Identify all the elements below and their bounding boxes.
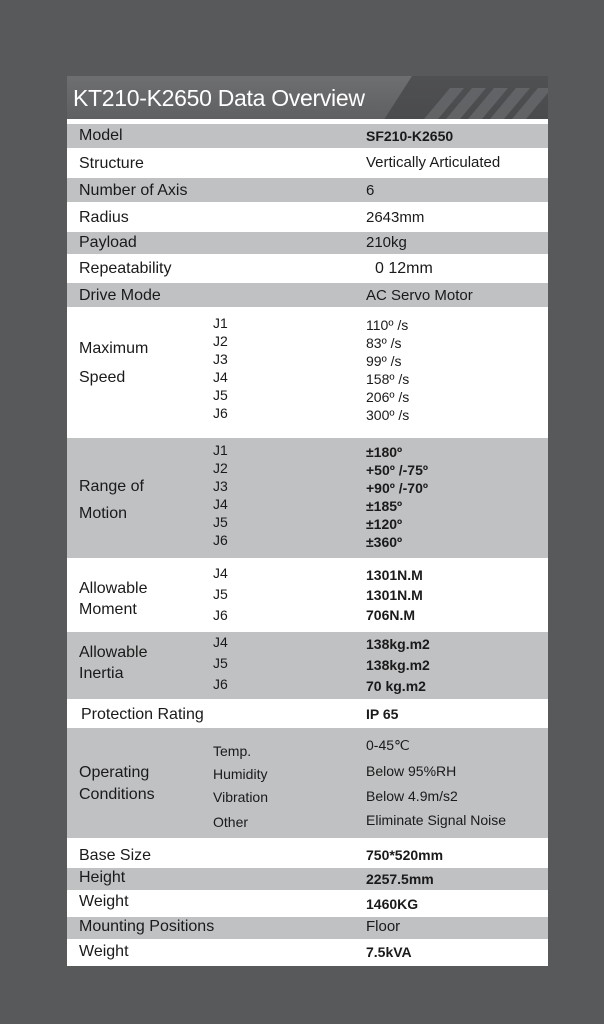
row-value: 1460KG xyxy=(366,896,419,912)
row-value: 2257.5mm xyxy=(366,871,434,887)
row-base-size xyxy=(67,842,548,867)
joint-label: J5 xyxy=(213,387,228,403)
joint-label: J4 xyxy=(213,565,228,581)
joint-value: 83º /s xyxy=(366,335,402,351)
row-label: Radius xyxy=(79,209,129,226)
condition-label: Humidity xyxy=(213,766,268,782)
row-payload xyxy=(67,232,548,254)
joint-label: J6 xyxy=(213,676,228,692)
joint-label: J5 xyxy=(213,586,228,602)
joint-value: ±180º xyxy=(366,444,403,460)
row-label: Operating xyxy=(79,764,150,781)
row-label: Allowable xyxy=(79,580,148,597)
row-label: Allowable xyxy=(79,644,148,661)
joint-label: J4 xyxy=(213,369,228,385)
row-label: Model xyxy=(79,127,123,144)
joint-label: J3 xyxy=(213,351,228,367)
row-axis xyxy=(67,178,548,202)
row-value: 6 xyxy=(366,182,375,199)
condition-label: Other xyxy=(213,814,249,830)
row-weight-kva xyxy=(67,940,548,966)
row-repeatability xyxy=(67,255,548,282)
joint-label: J6 xyxy=(213,405,228,421)
row-range-of-motion xyxy=(67,438,548,558)
row-label: Weight xyxy=(79,943,129,960)
joint-label: J5 xyxy=(213,514,228,530)
row-value: 2643mm xyxy=(366,209,425,226)
row-value: Vertically Articulated xyxy=(366,154,501,171)
row-value: IP 65 xyxy=(366,706,399,722)
row-value: SF210-K2650 xyxy=(366,128,454,144)
joint-value: 99º /s xyxy=(366,353,402,369)
row-value: AC Servo Motor xyxy=(366,287,473,304)
page-title: KT210-K2650 Data Overview xyxy=(73,85,365,111)
row-label: Base Size xyxy=(79,847,152,864)
joint-value: 206º /s xyxy=(366,389,410,405)
row-operating-conditions xyxy=(67,728,548,838)
row-label: Maximum xyxy=(79,340,149,357)
row-model xyxy=(67,124,548,148)
row-label: Speed xyxy=(79,369,126,386)
condition-label: Vibration xyxy=(213,789,269,805)
joint-label: J3 xyxy=(213,478,228,494)
joint-value: 300º /s xyxy=(366,407,410,423)
row-value: 7.5kVA xyxy=(366,944,412,960)
joint-label: J1 xyxy=(213,315,228,331)
joint-label: J1 xyxy=(213,442,228,458)
row-label: Structure xyxy=(79,155,144,172)
joint-value: +90º /-70º xyxy=(366,480,428,496)
joint-label: J6 xyxy=(213,532,228,548)
condition-label: Temp. xyxy=(213,743,252,759)
joint-label: J2 xyxy=(213,333,228,349)
row-label: Motion xyxy=(79,505,128,522)
row-protection-rating xyxy=(67,700,548,727)
row-label: Mounting Positions xyxy=(79,918,215,935)
row-label: Weight xyxy=(79,893,129,910)
joint-value: 706N.M xyxy=(366,607,416,623)
row-maximum-speed xyxy=(67,308,548,437)
row-label: Height xyxy=(79,869,126,886)
row-height xyxy=(67,868,548,890)
joint-value: +50º /-75º xyxy=(366,462,428,478)
row-label: Conditions xyxy=(79,786,155,803)
joint-value: ±120º xyxy=(366,516,403,532)
joint-value: 70 kg.m2 xyxy=(366,678,426,694)
joint-label: J5 xyxy=(213,655,228,671)
joint-label: J2 xyxy=(213,460,228,476)
joint-value: ±360º xyxy=(366,534,403,550)
joint-value: 158º /s xyxy=(366,371,410,387)
joint-value: 1301N.M xyxy=(366,567,423,583)
row-label: Repeatability xyxy=(79,260,172,277)
row-allowable-moment xyxy=(67,559,548,631)
row-label: Payload xyxy=(79,234,137,251)
condition-value: Below 4.9m/s2 xyxy=(366,788,458,804)
row-weight xyxy=(67,891,548,916)
row-label: Range of xyxy=(79,478,144,495)
condition-value: Eliminate Signal Noise xyxy=(366,812,507,828)
condition-value: 0-45℃ xyxy=(366,737,410,753)
joint-value: 1301N.M xyxy=(366,587,423,603)
joint-label: J6 xyxy=(213,607,228,623)
row-value: 210kg xyxy=(366,234,407,251)
row-mounting-positions xyxy=(67,917,548,939)
row-structure xyxy=(67,149,548,177)
row-label: Number of Axis xyxy=(79,182,188,199)
title-bar xyxy=(67,76,548,119)
row-allowable-inertia xyxy=(67,632,548,699)
row-label: Moment xyxy=(79,601,137,618)
row-value: Floor xyxy=(366,918,401,935)
row-value: 0 12mm xyxy=(375,260,433,277)
joint-value: 110º /s xyxy=(366,317,409,333)
joint-label: J4 xyxy=(213,496,228,512)
row-drive-mode xyxy=(67,283,548,307)
row-radius xyxy=(67,203,548,231)
row-label: Inertia xyxy=(79,665,124,682)
joint-value: 138kg.m2 xyxy=(366,657,430,673)
row-value: 750*520mm xyxy=(366,847,444,863)
joint-label: J4 xyxy=(213,634,228,650)
joint-value: 138kg.m2 xyxy=(366,636,430,652)
row-label: Drive Mode xyxy=(79,287,161,304)
condition-value: Below 95%RH xyxy=(366,763,457,779)
row-label: Protection Rating xyxy=(81,706,204,723)
joint-value: ±185º xyxy=(366,498,403,514)
